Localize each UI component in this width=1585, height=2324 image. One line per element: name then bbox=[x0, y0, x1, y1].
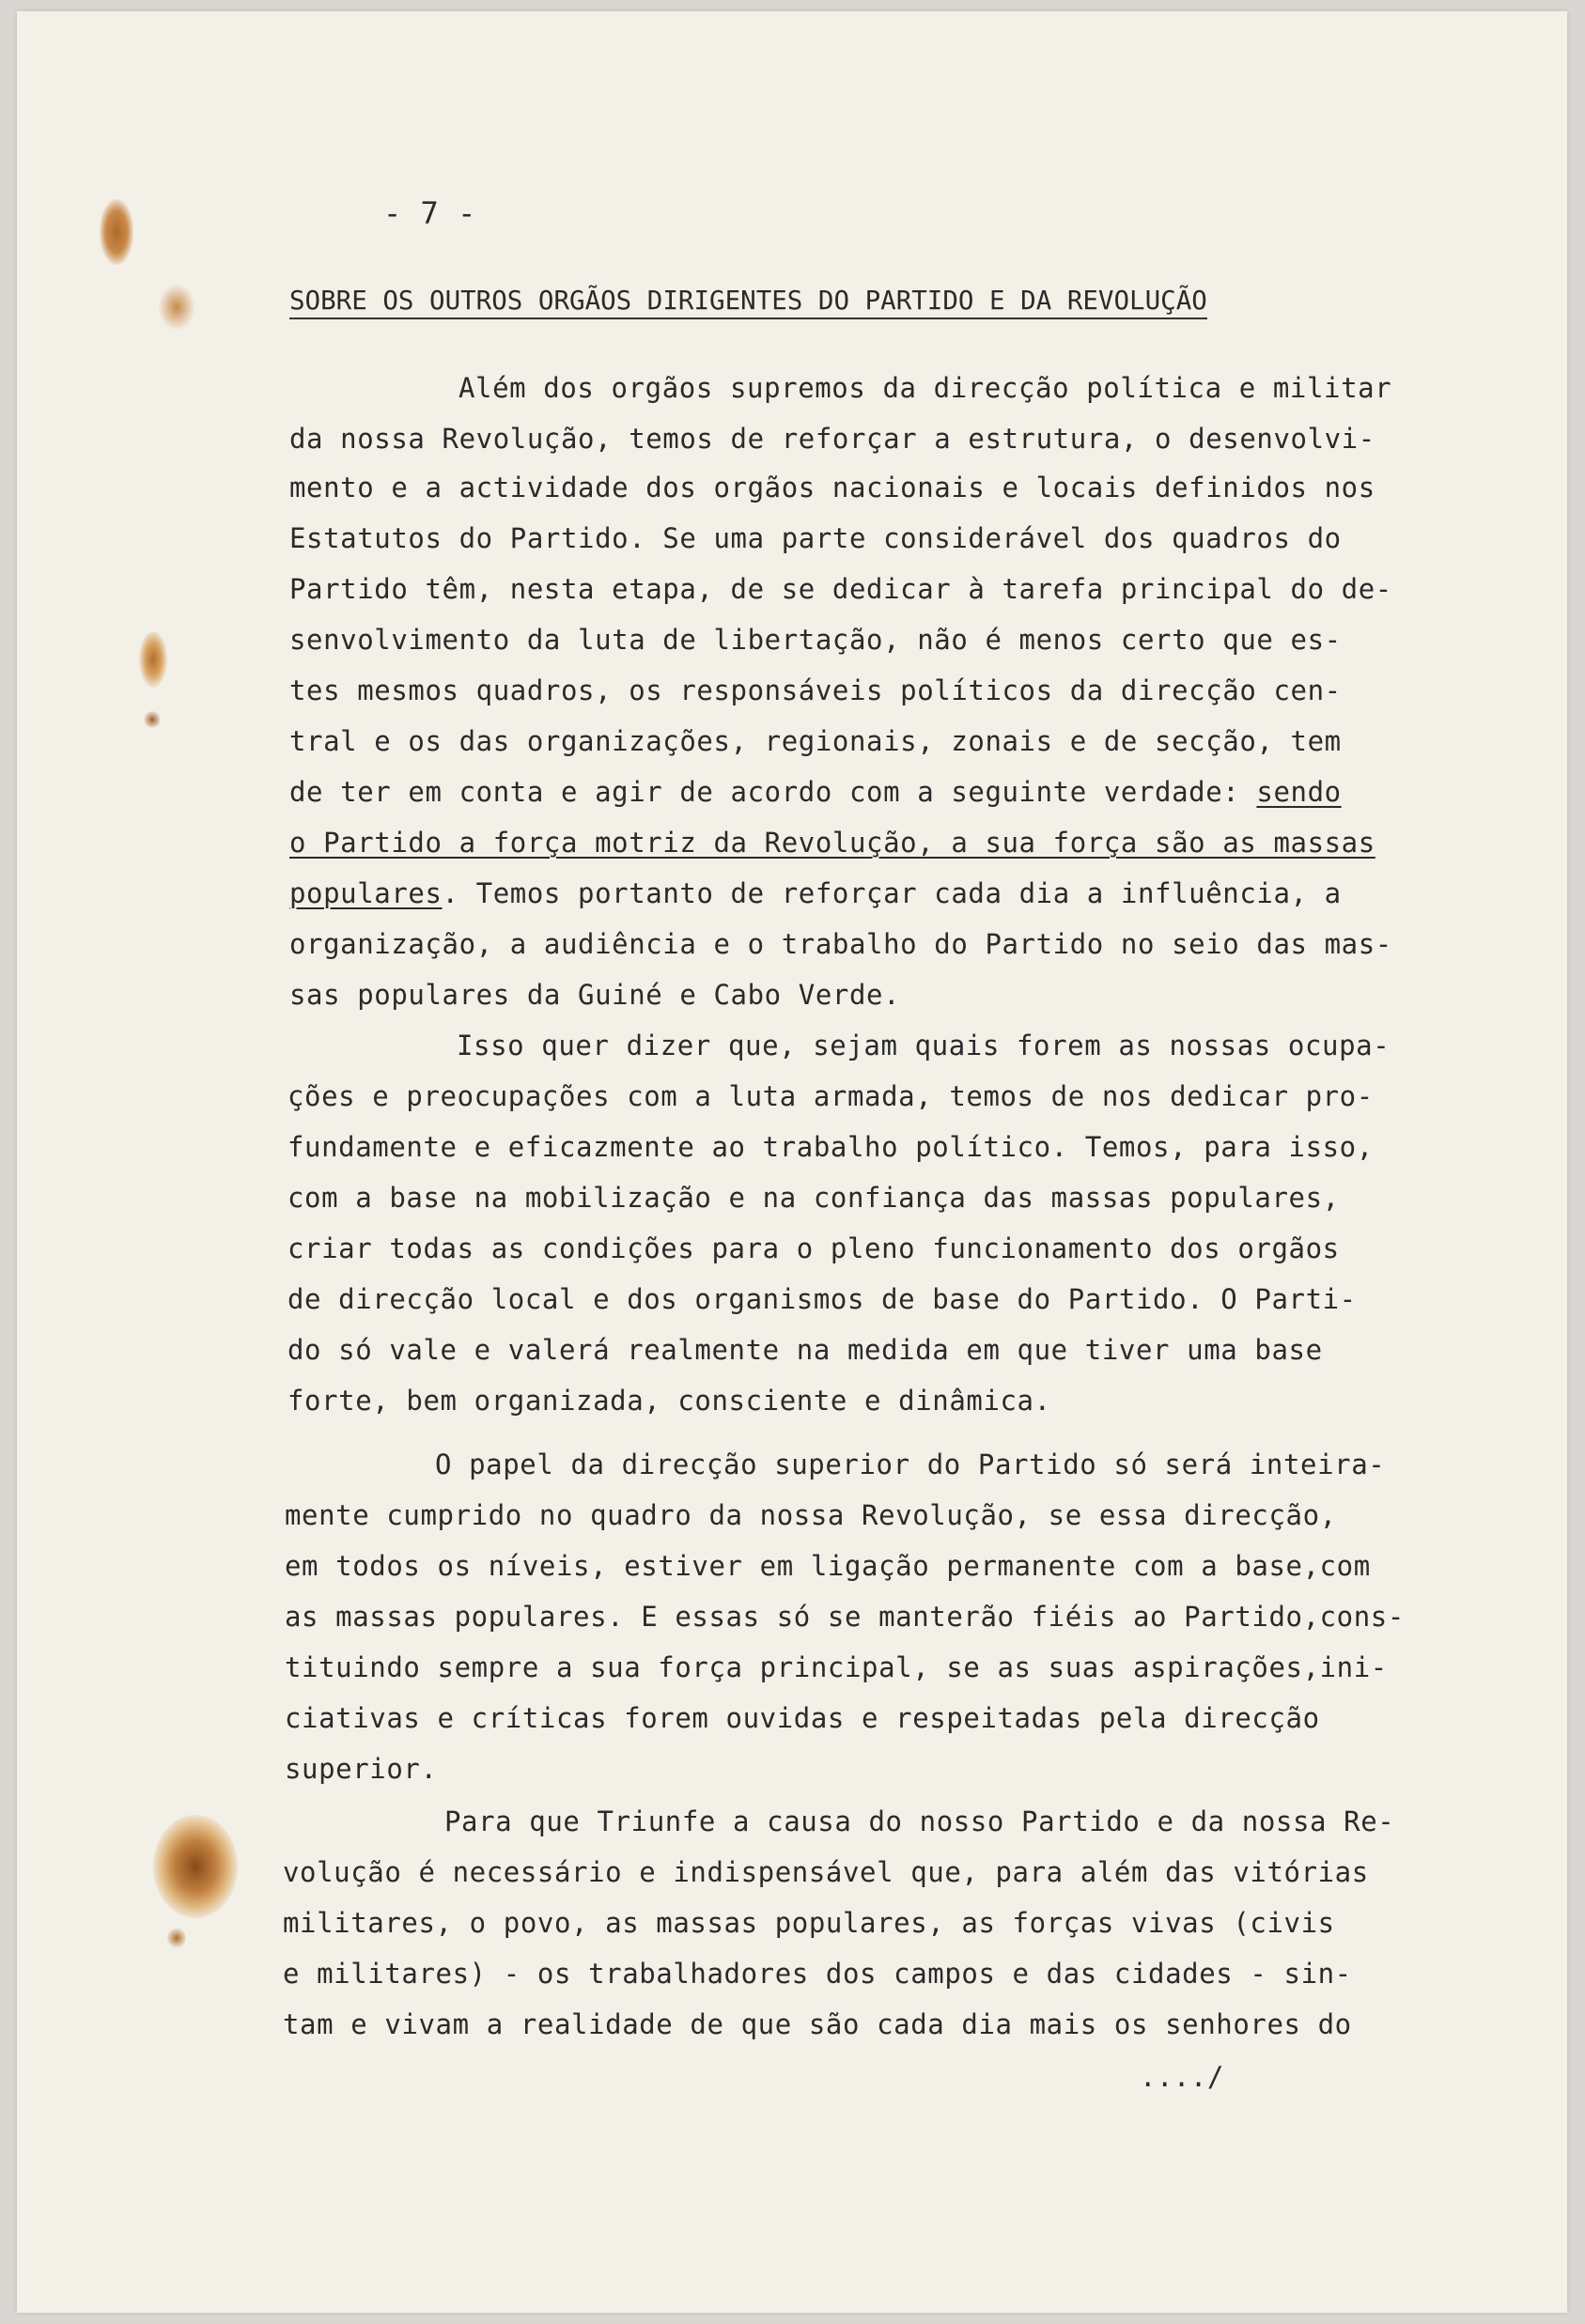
text-line: organização, a audiência e o trabalho do Partido no seio das mas- bbox=[289, 928, 1392, 960]
section-heading: SOBRE OS OUTROS ORGÃOS DIRIGENTES DO PARTIDO E DA REVOLUÇÃO bbox=[289, 286, 1207, 319]
text-line: tral e os das organizações, regionais, zonais e de secção, tem bbox=[289, 725, 1342, 757]
text-line: tituindo sempre a sua força principal, se as suas aspirações,ini- bbox=[285, 1651, 1388, 1683]
text-line: Isso quer dizer que, sejam quais forem as nossas ocupa- bbox=[457, 1030, 1391, 1061]
text-line: Para que Triunfe a causa do nosso Partido e da nossa Re- bbox=[444, 1805, 1395, 1837]
age-stain bbox=[100, 199, 133, 265]
text-line: mento e a actividade dos orgãos nacionais e locais definidos nos bbox=[289, 472, 1375, 504]
continuation-mark: ..../ bbox=[1140, 2061, 1224, 2093]
text-segment: . Temos portanto de reforçar cada dia a influência, a bbox=[442, 877, 1342, 909]
text-line: do só vale e valerá realmente na medida em que tiver uma base bbox=[287, 1334, 1323, 1366]
text-line: fundamente e eficazmente ao trabalho político. Temos, para isso, bbox=[287, 1131, 1374, 1163]
page-number: - 7 - bbox=[383, 195, 476, 231]
age-stain bbox=[144, 711, 161, 728]
text-line: militares, o povo, as massas populares, as forças vivas (civis bbox=[283, 1907, 1335, 1939]
text-line: sas populares da Guiné e Cabo Verde. bbox=[289, 979, 901, 1011]
text-line: da nossa Revolução, temos de reforçar a estrutura, o desenvolvi- bbox=[289, 423, 1375, 455]
text-line: Estatutos do Partido. Se uma parte considerável dos quadros do bbox=[289, 522, 1342, 554]
text-line: e militares) - os trabalhadores dos campos e das cidades - sin- bbox=[283, 1958, 1352, 1990]
text-line: O papel da direcção superior do Partido só será inteira- bbox=[435, 1449, 1386, 1480]
age-stain bbox=[158, 284, 195, 331]
text-line bbox=[289, 776, 1342, 808]
age-stain bbox=[167, 1928, 186, 1948]
text-line: as massas populares. E essas só se manterão fiéis ao Partido,cons- bbox=[285, 1601, 1405, 1633]
underlined-text: sendo bbox=[1256, 776, 1342, 808]
document-page bbox=[17, 11, 1567, 2313]
text-line: criar todas as condições para o pleno funcionamento dos orgãos bbox=[287, 1232, 1340, 1264]
text-line: superior. bbox=[285, 1753, 438, 1785]
text-line: forte, bem organizada, consciente e dinâmica. bbox=[287, 1385, 1051, 1417]
text-line: mente cumprido no quadro da nossa Revolução, se essa direcção, bbox=[285, 1499, 1337, 1531]
text-line: ciativas e críticas forem ouvidas e respeitadas pela direcção bbox=[285, 1702, 1320, 1734]
age-stain bbox=[139, 631, 167, 688]
text-line: em todos os níveis, estiver em ligação permanente com a base,com bbox=[285, 1550, 1371, 1582]
text-line: tes mesmos quadros, os responsáveis políticos da direcção cen- bbox=[289, 674, 1342, 706]
text-segment: de ter em conta e agir de acordo com a seguinte verdade: bbox=[289, 776, 1257, 808]
text-line: de direcção local e dos organismos de base do Partido. O Parti- bbox=[287, 1283, 1357, 1315]
text-line bbox=[289, 877, 1342, 909]
text-line: senvolvimento da luta de libertação, não é menos certo que es- bbox=[289, 624, 1342, 656]
underlined-text-line: o Partido a força motriz da Revolução, a sua força são as massas bbox=[289, 827, 1375, 859]
text-line: Partido têm, nesta etapa, de se dedicar à tarefa principal do de- bbox=[289, 573, 1392, 605]
text-line: tam e vivam a realidade de que são cada dia mais os senhores do bbox=[283, 2008, 1352, 2040]
underlined-text: populares bbox=[289, 877, 443, 909]
text-line: volução é necessário e indispensável que, para além das vitórias bbox=[283, 1856, 1369, 1888]
age-stain bbox=[153, 1815, 238, 1918]
text-line: Além dos orgãos supremos da direcção política e militar bbox=[458, 372, 1392, 404]
text-line: com a base na mobilização e na confiança das massas populares, bbox=[287, 1182, 1340, 1214]
text-line: ções e preocupações com a luta armada, temos de nos dedicar pro- bbox=[287, 1080, 1374, 1112]
